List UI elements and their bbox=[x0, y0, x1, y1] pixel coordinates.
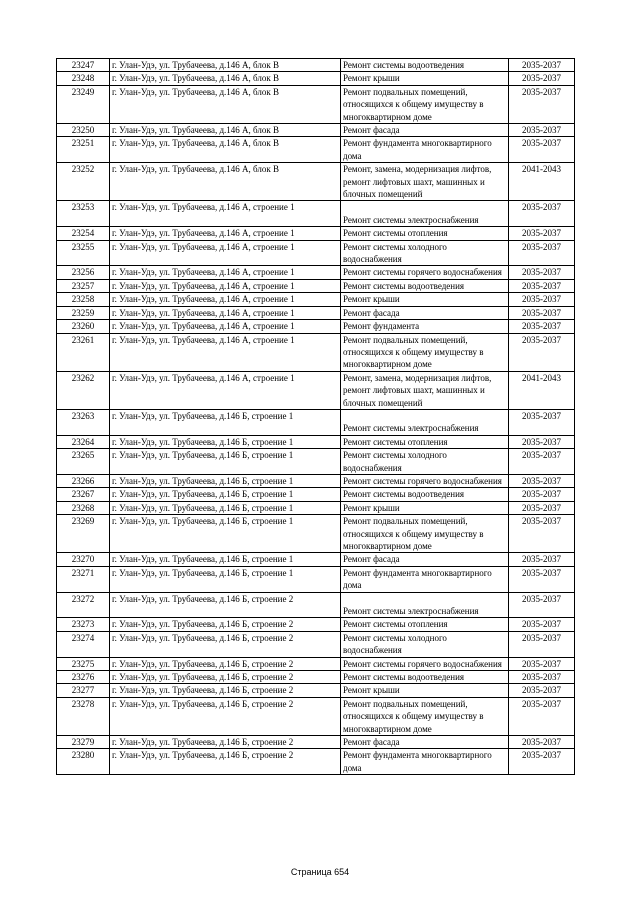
row-number-cell: 23266 bbox=[57, 474, 110, 487]
row-number-cell: 23253 bbox=[57, 201, 110, 227]
table-row bbox=[57, 124, 575, 137]
address-cell: г. Улан-Удэ, ул. Трубачеева, д.146 Б, строение 1 bbox=[110, 515, 341, 553]
period-cell: 2035-2037 bbox=[509, 306, 575, 319]
table-row bbox=[57, 85, 575, 123]
table-row bbox=[57, 266, 575, 279]
table-row bbox=[57, 449, 575, 475]
period-cell: 2035-2037 bbox=[509, 749, 575, 775]
row-number-cell: 23279 bbox=[57, 736, 110, 749]
table-row bbox=[57, 553, 575, 566]
row-number-cell: 23272 bbox=[57, 592, 110, 618]
table-row bbox=[57, 618, 575, 631]
period-cell: 2035-2037 bbox=[509, 333, 575, 371]
row-number-cell: 23269 bbox=[57, 515, 110, 553]
table-row bbox=[57, 631, 575, 657]
period-cell: 2035-2037 bbox=[509, 488, 575, 501]
period-cell: 2035-2037 bbox=[509, 553, 575, 566]
period-cell: 2035-2037 bbox=[509, 59, 575, 72]
table-row bbox=[57, 592, 575, 618]
table-row bbox=[57, 293, 575, 306]
table-row bbox=[57, 435, 575, 448]
period-cell: 2035-2037 bbox=[509, 657, 575, 670]
work-type-cell: Ремонт фундамента многоквартирного дома bbox=[341, 566, 509, 592]
period-cell: 2035-2037 bbox=[509, 137, 575, 163]
work-type-cell: Ремонт крыши bbox=[341, 684, 509, 697]
table-row bbox=[57, 320, 575, 333]
address-cell: г. Улан-Удэ, ул. Трубачеева, д.146 А, строение 1 bbox=[110, 201, 341, 227]
row-number-cell: 23256 bbox=[57, 266, 110, 279]
work-type-cell: Ремонт системы горячего водоснабжения bbox=[341, 266, 509, 279]
period-cell: 2035-2037 bbox=[509, 566, 575, 592]
row-number-cell: 23275 bbox=[57, 657, 110, 670]
row-number-cell: 23273 bbox=[57, 618, 110, 631]
row-number-cell: 23274 bbox=[57, 631, 110, 657]
row-number-cell: 23261 bbox=[57, 333, 110, 371]
row-number-cell: 23250 bbox=[57, 124, 110, 137]
table-row bbox=[57, 137, 575, 163]
address-cell: г. Улан-Удэ, ул. Трубачеева, д.146 Б, строение 1 bbox=[110, 501, 341, 514]
work-type-cell: Ремонт крыши bbox=[341, 293, 509, 306]
address-cell: г. Улан-Удэ, ул. Трубачеева, д.146 А, строение 1 bbox=[110, 371, 341, 409]
address-cell: г. Улан-Удэ, ул. Трубачеева, д.146 А, строение 1 bbox=[110, 306, 341, 319]
row-number-cell: 23278 bbox=[57, 697, 110, 735]
work-type-cell: Ремонт фасада bbox=[341, 124, 509, 137]
table-row bbox=[57, 306, 575, 319]
period-cell: 2035-2037 bbox=[509, 592, 575, 618]
work-type-cell: Ремонт системы горячего водоснабжения bbox=[341, 657, 509, 670]
row-number-cell: 23255 bbox=[57, 240, 110, 266]
period-cell: 2035-2037 bbox=[509, 736, 575, 749]
row-number-cell: 23265 bbox=[57, 449, 110, 475]
address-cell: г. Улан-Удэ, ул. Трубачеева, д.146 А, строение 1 bbox=[110, 293, 341, 306]
row-number-cell: 23248 bbox=[57, 72, 110, 85]
period-cell: 2035-2037 bbox=[509, 449, 575, 475]
address-cell: г. Улан-Удэ, ул. Трубачеева, д.146 Б, строение 1 bbox=[110, 488, 341, 501]
address-cell: г. Улан-Удэ, ул. Трубачеева, д.146 Б, строение 2 bbox=[110, 697, 341, 735]
address-cell: г. Улан-Удэ, ул. Трубачеева, д.146 Б, строение 2 bbox=[110, 736, 341, 749]
address-cell: г. Улан-Удэ, ул. Трубачеева, д.146 А, строение 1 bbox=[110, 266, 341, 279]
work-type-cell: Ремонт крыши bbox=[341, 501, 509, 514]
table-row bbox=[57, 697, 575, 735]
period-cell: 2035-2037 bbox=[509, 671, 575, 684]
row-number-cell: 23262 bbox=[57, 371, 110, 409]
table-row bbox=[57, 501, 575, 514]
address-cell: г. Улан-Удэ, ул. Трубачеева, д.146 Б, строение 2 bbox=[110, 749, 341, 775]
row-number-cell: 23271 bbox=[57, 566, 110, 592]
address-cell: г. Улан-Удэ, ул. Трубачеева, д.146 А, блок В bbox=[110, 163, 341, 201]
work-type-cell: Ремонт фундамента bbox=[341, 320, 509, 333]
period-cell: 2035-2037 bbox=[509, 293, 575, 306]
address-cell: г. Улан-Удэ, ул. Трубачеева, д.146 А, строение 1 bbox=[110, 279, 341, 292]
work-type-cell: Ремонт фундамента многоквартирного дома bbox=[341, 137, 509, 163]
work-type-cell: Ремонт системы отопления bbox=[341, 435, 509, 448]
period-cell: 2035-2037 bbox=[509, 515, 575, 553]
address-cell: г. Улан-Удэ, ул. Трубачеева, д.146 Б, строение 1 bbox=[110, 553, 341, 566]
period-cell: 2035-2037 bbox=[509, 279, 575, 292]
period-cell: 2035-2037 bbox=[509, 201, 575, 227]
work-type-cell: Ремонт подвальных помещений, относящихся к общему имуществу в многоквартирном доме bbox=[341, 515, 509, 553]
period-cell: 2035-2037 bbox=[509, 697, 575, 735]
address-cell: г. Улан-Удэ, ул. Трубачеева, д.146 А, строение 1 bbox=[110, 227, 341, 240]
work-type-cell: Ремонт фасада bbox=[341, 736, 509, 749]
address-cell: г. Улан-Удэ, ул. Трубачеева, д.146 Б, строение 2 bbox=[110, 657, 341, 670]
table-row bbox=[57, 227, 575, 240]
period-cell: 2041-2043 bbox=[509, 163, 575, 201]
address-cell: г. Улан-Удэ, ул. Трубачеева, д.146 Б, строение 2 bbox=[110, 618, 341, 631]
row-number-cell: 23258 bbox=[57, 293, 110, 306]
work-type-cell: Ремонт крыши bbox=[341, 72, 509, 85]
row-number-cell: 23280 bbox=[57, 749, 110, 775]
work-type-cell: Ремонт системы водоотведения bbox=[341, 488, 509, 501]
table-row bbox=[57, 371, 575, 409]
address-cell: г. Улан-Удэ, ул. Трубачеева, д.146 А, строение 1 bbox=[110, 333, 341, 371]
address-cell: г. Улан-Удэ, ул. Трубачеева, д.146 А, блок В bbox=[110, 85, 341, 123]
work-type-cell: Ремонт системы горячего водоснабжения bbox=[341, 474, 509, 487]
table-body bbox=[57, 59, 575, 775]
repair-schedule-table bbox=[56, 58, 575, 775]
work-type-cell: Ремонт, замена, модернизация лифтов, ремонт лифтовых шахт, машинных и блочных помещений bbox=[341, 163, 509, 201]
row-number-cell: 23251 bbox=[57, 137, 110, 163]
work-type-cell: Ремонт системы отопления bbox=[341, 227, 509, 240]
work-type-cell: Ремонт подвальных помещений, относящихся к общему имуществу в многоквартирном доме bbox=[341, 85, 509, 123]
table-row bbox=[57, 671, 575, 684]
document-table-container bbox=[56, 58, 574, 775]
work-type-cell: Ремонт системы водоотведения bbox=[341, 59, 509, 72]
row-number-cell: 23276 bbox=[57, 671, 110, 684]
table-row bbox=[57, 333, 575, 371]
work-type-cell: Ремонт системы водоотведения bbox=[341, 279, 509, 292]
table-row bbox=[57, 657, 575, 670]
period-cell: 2035-2037 bbox=[509, 684, 575, 697]
table-row bbox=[57, 749, 575, 775]
table-row bbox=[57, 240, 575, 266]
period-cell: 2035-2037 bbox=[509, 227, 575, 240]
row-number-cell: 23260 bbox=[57, 320, 110, 333]
row-number-cell: 23268 bbox=[57, 501, 110, 514]
table-row bbox=[57, 72, 575, 85]
row-number-cell: 23257 bbox=[57, 279, 110, 292]
work-type-cell: Ремонт системы холодного водоснабжения bbox=[341, 631, 509, 657]
work-type-cell: Ремонт подвальных помещений, относящихся к общему имуществу в многоквартирном доме bbox=[341, 697, 509, 735]
period-cell: 2035-2037 bbox=[509, 631, 575, 657]
work-type-cell: Ремонт системы холодного водоснабжения bbox=[341, 449, 509, 475]
work-type-cell: Ремонт системы электроснабжения bbox=[341, 409, 509, 435]
work-type-cell: Ремонт системы электроснабжения bbox=[341, 592, 509, 618]
address-cell: г. Улан-Удэ, ул. Трубачеева, д.146 Б, строение 1 bbox=[110, 409, 341, 435]
work-type-cell: Ремонт, замена, модернизация лифтов, ремонт лифтовых шахт, машинных и блочных помещений bbox=[341, 371, 509, 409]
row-number-cell: 23249 bbox=[57, 85, 110, 123]
table-row bbox=[57, 409, 575, 435]
work-type-cell: Ремонт системы холодного водоснабжения bbox=[341, 240, 509, 266]
address-cell: г. Улан-Удэ, ул. Трубачеева, д.146 Б, строение 2 bbox=[110, 592, 341, 618]
work-type-cell: Ремонт подвальных помещений, относящихся к общему имуществу в многоквартирном доме bbox=[341, 333, 509, 371]
table-row bbox=[57, 684, 575, 697]
page-number: Страница 654 bbox=[290, 867, 350, 877]
table-row bbox=[57, 163, 575, 201]
page-footer bbox=[0, 867, 640, 877]
address-cell: г. Улан-Удэ, ул. Трубачеева, д.146 А, строение 1 bbox=[110, 240, 341, 266]
address-cell: г. Улан-Удэ, ул. Трубачеева, д.146 Б, строение 2 bbox=[110, 684, 341, 697]
row-number-cell: 23263 bbox=[57, 409, 110, 435]
table-row bbox=[57, 59, 575, 72]
table-row bbox=[57, 566, 575, 592]
address-cell: г. Улан-Удэ, ул. Трубачеева, д.146 А, блок В bbox=[110, 59, 341, 72]
period-cell: 2041-2043 bbox=[509, 371, 575, 409]
period-cell: 2035-2037 bbox=[509, 435, 575, 448]
address-cell: г. Улан-Удэ, ул. Трубачеева, д.146 А, блок В bbox=[110, 72, 341, 85]
address-cell: г. Улан-Удэ, ул. Трубачеева, д.146 А, блок В bbox=[110, 124, 341, 137]
row-number-cell: 23267 bbox=[57, 488, 110, 501]
table-row bbox=[57, 488, 575, 501]
row-number-cell: 23254 bbox=[57, 227, 110, 240]
address-cell: г. Улан-Удэ, ул. Трубачеева, д.146 Б, строение 1 bbox=[110, 566, 341, 592]
address-cell: г. Улан-Удэ, ул. Трубачеева, д.146 Б, строение 1 bbox=[110, 449, 341, 475]
table-row bbox=[57, 515, 575, 553]
period-cell: 2035-2037 bbox=[509, 618, 575, 631]
address-cell: г. Улан-Удэ, ул. Трубачеева, д.146 А, строение 1 bbox=[110, 320, 341, 333]
table-row bbox=[57, 736, 575, 749]
period-cell: 2035-2037 bbox=[509, 72, 575, 85]
address-cell: г. Улан-Удэ, ул. Трубачеева, д.146 Б, строение 1 bbox=[110, 474, 341, 487]
table-row bbox=[57, 474, 575, 487]
period-cell: 2035-2037 bbox=[509, 320, 575, 333]
period-cell: 2035-2037 bbox=[509, 474, 575, 487]
work-type-cell: Ремонт фасада bbox=[341, 553, 509, 566]
work-type-cell: Ремонт системы электроснабжения bbox=[341, 201, 509, 227]
row-number-cell: 23277 bbox=[57, 684, 110, 697]
address-cell: г. Улан-Удэ, ул. Трубачеева, д.146 А, блок В bbox=[110, 137, 341, 163]
address-cell: г. Улан-Удэ, ул. Трубачеева, д.146 Б, строение 2 bbox=[110, 671, 341, 684]
period-cell: 2035-2037 bbox=[509, 266, 575, 279]
work-type-cell: Ремонт фундамента многоквартирного дома bbox=[341, 749, 509, 775]
period-cell: 2035-2037 bbox=[509, 85, 575, 123]
row-number-cell: 23264 bbox=[57, 435, 110, 448]
address-cell: г. Улан-Удэ, ул. Трубачеева, д.146 Б, строение 2 bbox=[110, 631, 341, 657]
work-type-cell: Ремонт системы водоотведения bbox=[341, 671, 509, 684]
table-row bbox=[57, 201, 575, 227]
row-number-cell: 23252 bbox=[57, 163, 110, 201]
table-row bbox=[57, 279, 575, 292]
period-cell: 2035-2037 bbox=[509, 409, 575, 435]
period-cell: 2035-2037 bbox=[509, 501, 575, 514]
work-type-cell: Ремонт системы отопления bbox=[341, 618, 509, 631]
work-type-cell: Ремонт фасада bbox=[341, 306, 509, 319]
address-cell: г. Улан-Удэ, ул. Трубачеева, д.146 Б, строение 1 bbox=[110, 435, 341, 448]
period-cell: 2035-2037 bbox=[509, 240, 575, 266]
row-number-cell: 23270 bbox=[57, 553, 110, 566]
row-number-cell: 23247 bbox=[57, 59, 110, 72]
period-cell: 2035-2037 bbox=[509, 124, 575, 137]
row-number-cell: 23259 bbox=[57, 306, 110, 319]
